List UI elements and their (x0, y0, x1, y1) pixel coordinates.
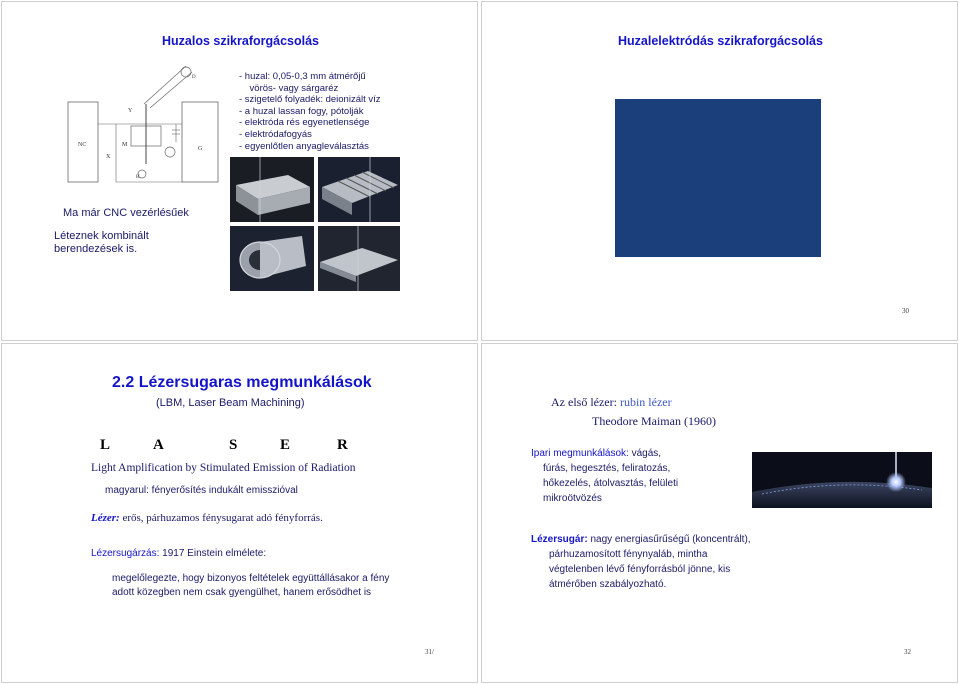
laser-definition-label: Lézer: (91, 512, 120, 524)
laser-definition-text: erős, párhuzamos fénysugarat adó fényforrás. (119, 512, 323, 524)
laser-letter-r: R (337, 437, 348, 453)
industrial-uses-label: Ipari megmunkálások: (531, 448, 629, 459)
wire-cut-slots-photo (318, 157, 400, 222)
slide-huzalos (1, 1, 478, 341)
einstein-theory-text: megelőlegezte, hogy bizonyos feltételek együttállásakor a fény adott közegben nem csak gyengülhet, hanem erősödhet is (112, 573, 390, 598)
page-number: 30 (902, 307, 909, 315)
wire-edm-properties-list (239, 71, 381, 152)
laser-letter-a: A (153, 437, 164, 453)
laser-letter-l: L (100, 437, 111, 453)
first-laser-heading (551, 395, 672, 410)
page-number: 31/ (425, 648, 434, 656)
list-item: - elektróda rés egyenetlensége (239, 117, 370, 129)
industrial-uses-text (531, 446, 736, 506)
industrial-uses-first: vágás, (628, 448, 662, 459)
label-m: M (122, 142, 128, 148)
list-item: - szigetelő folyadék: deionizált víz (239, 94, 381, 106)
wire-cut-plate-photo (318, 226, 400, 291)
slide-lezersugaras (1, 343, 478, 683)
label-g: G (198, 146, 203, 152)
wire-cut-block-photo (230, 157, 314, 222)
laser-letter-s: S (229, 437, 238, 453)
slide-elso-lezer (481, 343, 958, 683)
industrial-uses-line: hőkezelés, átolvasztás, felületi (543, 478, 679, 489)
laser-beam-line: párhuzamosított fénynyaláb, mintha (549, 549, 708, 560)
laser-beam-line: végtelenben lévő fényforrásból jönne, kis (549, 564, 731, 575)
video-placeholder-box (615, 99, 821, 257)
first-laser-prefix: Az első lézer: (551, 395, 620, 409)
laser-letter-e: E (280, 437, 291, 453)
slide-huzalelektrodas (481, 1, 958, 341)
maiman-credit: Theodore Maiman (1960) (592, 414, 716, 428)
slide-title: Huzalelektródás szikraforgácsolás (618, 34, 823, 48)
laser-cutting-photo (752, 452, 932, 508)
wire-edm-schematic (66, 64, 220, 184)
cnc-text: Ma már CNC vezérlésűek (63, 207, 189, 219)
list-item: vörös- vagy sárgaréz (239, 82, 339, 94)
list-item: - huzal: 0,05-0,3 mm átmérőjű (239, 71, 366, 82)
hungarian-translation: magyarul: fényerősítés indukált emisszióval (105, 485, 298, 496)
laser-radiation-label: Lézersugárzás: (91, 548, 160, 559)
first-laser-highlight: rubin lézer (619, 395, 672, 409)
slide-subtitle: (LBM, Laser Beam Machining) (156, 397, 305, 409)
industrial-uses-line: fúrás, hegesztés, feliratozás, (543, 463, 671, 474)
label-h: H (136, 175, 140, 180)
laser-beam-line: átmérőben szabályozható. (549, 579, 667, 590)
label-y: Y (128, 108, 133, 114)
laser-beam-text (531, 532, 771, 592)
list-item: - a huzal lassan fogy, pótolják (239, 105, 364, 117)
laser-beam-label: Lézersugár: (531, 534, 588, 545)
list-item: - elektródafogyás (239, 128, 312, 140)
slide-title: 2.2 Lézersugaras megmunkálások (112, 374, 372, 391)
label-nc: NC (78, 142, 87, 148)
laser-beam-first: nagy energiasűrűségű (koncentrált), (587, 534, 751, 545)
laser-acronym-expansion: Light Amplification by Stimulated Emission of Radiation (91, 462, 356, 474)
slide-title: Huzalos szikraforgácsolás (161, 34, 319, 48)
label-d: D (192, 75, 196, 80)
industrial-uses-line: mikroötvözés (543, 493, 602, 504)
laser-radiation-text: 1917 Einstein elmélete: (159, 548, 267, 559)
page-number: 32 (904, 648, 911, 656)
wire-cut-tube-photo (230, 226, 314, 291)
laser-definition (91, 512, 323, 524)
laser-radiation-heading (91, 548, 266, 559)
combined-machines-text: Léteznek kombinált berendezések is. (54, 230, 149, 255)
list-item: - egyenlőtlen anyagleválasztás (239, 140, 369, 152)
label-x: X (106, 154, 111, 160)
